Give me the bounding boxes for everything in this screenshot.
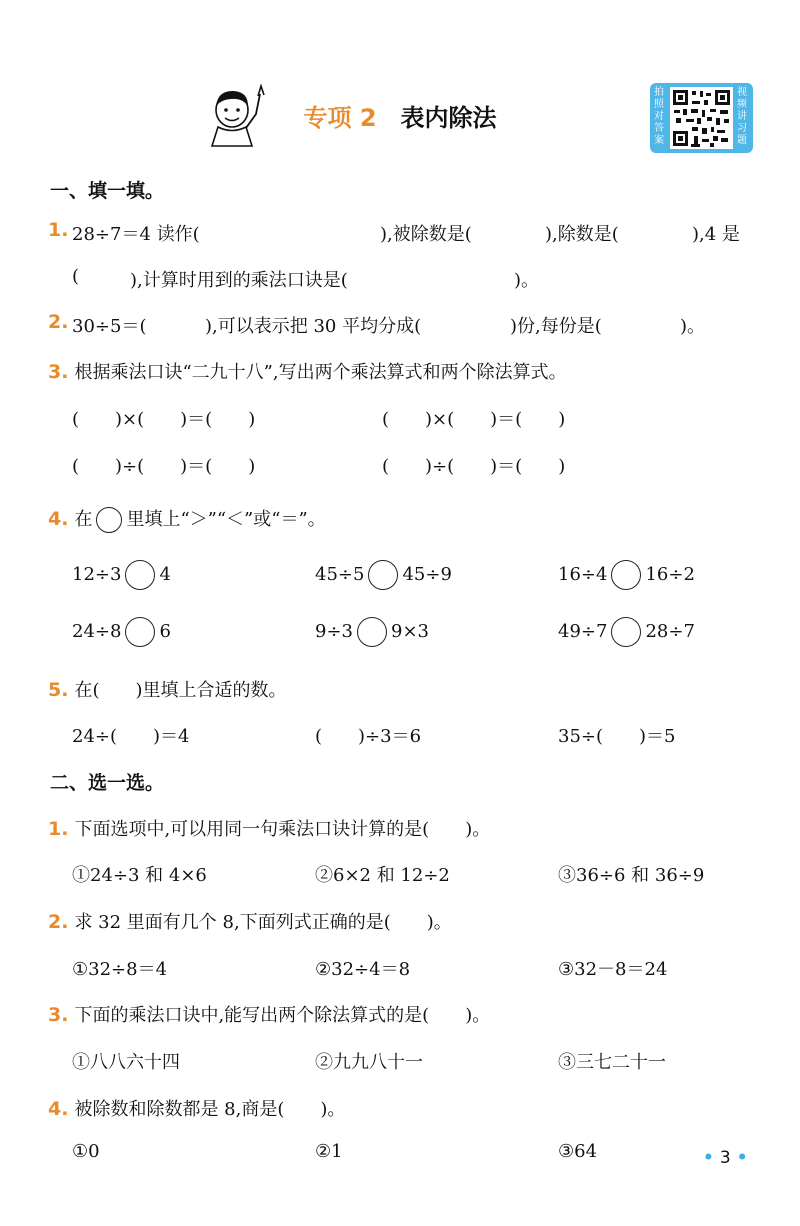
choice-question-2	[48, 908, 452, 934]
question-number: 4.	[48, 1098, 69, 1120]
compare-item-1	[72, 560, 171, 590]
question-3	[48, 358, 567, 384]
fill-item-3[interactable]: 35÷( )＝5	[558, 726, 676, 747]
dot-icon: •	[736, 1148, 748, 1168]
question-text: 下面选项中,可以用同一句乘法口诀计算的是( )。	[74, 819, 491, 840]
q2-text-c: )份,每份是(	[510, 316, 602, 337]
q2-text-a: 30÷5＝(	[72, 316, 147, 337]
choice-option[interactable]: ③三七二十一	[558, 1052, 666, 1073]
choice-option[interactable]: ①32÷8＝4	[72, 959, 168, 980]
question-text: 根据乘法口诀“二九十八”,写出两个乘法算式和两个除法算式。	[74, 362, 567, 383]
question-number: 1.	[48, 818, 69, 840]
choice-option[interactable]: ②32÷4＝8	[315, 959, 411, 980]
answer-circle[interactable]	[125, 560, 155, 590]
q3-mult-blank-2[interactable]: ( )×( )＝( )	[382, 409, 566, 430]
section-heading-fill: 一、填一填。	[50, 180, 165, 202]
compare-left: 49÷7	[558, 621, 608, 642]
compare-left: 16÷4	[558, 564, 608, 585]
answer-circle[interactable]	[611, 560, 641, 590]
q1-text-g: )。	[514, 270, 540, 291]
question-text: 在( )里填上合适的数。	[74, 680, 287, 701]
compare-left: 12÷3	[72, 564, 122, 585]
choice-option[interactable]: ②1	[315, 1141, 343, 1162]
compare-left: 24÷8	[72, 621, 122, 642]
q1-text-c: ),除数是(	[545, 224, 619, 245]
question-number: 2.	[48, 911, 69, 933]
compare-item-4	[72, 617, 171, 647]
compare-right: 45÷9	[402, 564, 452, 585]
compare-right: 9×3	[391, 621, 429, 642]
answer-circle[interactable]	[125, 617, 155, 647]
page-number	[697, 1148, 754, 1168]
q3-div-blank-2[interactable]: ( )÷( )＝( )	[382, 456, 566, 477]
q3-mult-blank-1[interactable]: ( )×( )＝( )	[72, 409, 256, 430]
q2-text-b: ),可以表示把 30 平均分成(	[205, 316, 422, 337]
question-number: 3.	[48, 361, 69, 383]
compare-item-5	[315, 617, 429, 647]
question-text-a: 在	[74, 509, 93, 530]
compare-right: 28÷7	[645, 621, 695, 642]
fill-item-2[interactable]: ( )÷3＝6	[315, 726, 422, 747]
q3-div-blank-1[interactable]: ( )÷( )＝( )	[72, 456, 256, 477]
fill-item-1[interactable]: 24÷( )＝4	[72, 726, 190, 747]
topic-number: 专项 2	[303, 104, 377, 132]
compare-item-3	[558, 560, 695, 590]
choice-option[interactable]: ②九九八十一	[315, 1052, 423, 1073]
dot-icon: •	[703, 1148, 714, 1168]
answer-circle[interactable]	[611, 617, 641, 647]
q2-text-d: )。	[680, 316, 706, 337]
choice-option[interactable]: ①0	[72, 1141, 100, 1162]
question-4	[48, 505, 326, 533]
compare-right: 6	[159, 621, 171, 642]
choice-question-4	[48, 1095, 345, 1121]
q1-text-e: (	[72, 266, 80, 287]
compare-left: 45÷5	[315, 564, 365, 585]
qr-side-text-left: 拍照对答案	[654, 87, 664, 146]
question-number: 5.	[48, 679, 69, 701]
question-text: 被除数和除数都是 8,商是( )。	[74, 1099, 346, 1120]
q1-text-a: 28÷7＝4 读作(	[72, 224, 200, 245]
q1-text-d: ),4 是	[692, 224, 740, 245]
compare-item-2	[315, 560, 452, 590]
choice-option[interactable]: ①24÷3 和 4×6	[72, 865, 207, 886]
question-number: 2.	[48, 311, 69, 333]
choice-option[interactable]: ①八八六十四	[72, 1052, 180, 1073]
question-number: 3.	[48, 1004, 69, 1026]
choice-option[interactable]: ③64	[558, 1141, 598, 1162]
compare-left: 9÷3	[315, 621, 353, 642]
answer-circle[interactable]	[368, 560, 398, 590]
question-text: 下面的乘法口诀中,能写出两个除法算式的是( )。	[74, 1005, 491, 1026]
question-5	[48, 676, 287, 702]
topic-title: 表内除法	[400, 104, 497, 132]
choice-option[interactable]: ③32－8＝24	[558, 959, 668, 980]
question-1-line-1	[48, 219, 74, 241]
choice-question-1	[48, 815, 490, 841]
compare-item-6	[558, 617, 695, 647]
compare-circle-icon	[96, 507, 122, 533]
section-heading-choose: 二、选一选。	[50, 772, 165, 794]
question-2	[48, 311, 74, 333]
q1-text-f: ),计算时用到的乘法口诀是(	[130, 270, 348, 291]
page-number-value: 3	[719, 1148, 731, 1168]
compare-right: 4	[159, 564, 171, 585]
choice-question-3	[48, 1001, 490, 1027]
question-text: 求 32 里面有几个 8,下面列式正确的是( )。	[74, 912, 452, 933]
answer-circle[interactable]	[357, 617, 387, 647]
q1-text-b: ),被除数是(	[380, 224, 472, 245]
choice-option[interactable]: ②6×2 和 12÷2	[315, 865, 450, 886]
question-number: 4.	[48, 508, 69, 530]
qr-side-text-right: 视频讲习题	[737, 87, 747, 146]
question-text-b: 里填上“＞”“＜”或“＝”。	[126, 509, 326, 530]
question-number: 1.	[48, 219, 69, 241]
qr-code-block[interactable]	[650, 83, 753, 153]
choice-option[interactable]: ③36÷6 和 36÷9	[558, 865, 705, 886]
compare-right: 16÷2	[645, 564, 695, 585]
